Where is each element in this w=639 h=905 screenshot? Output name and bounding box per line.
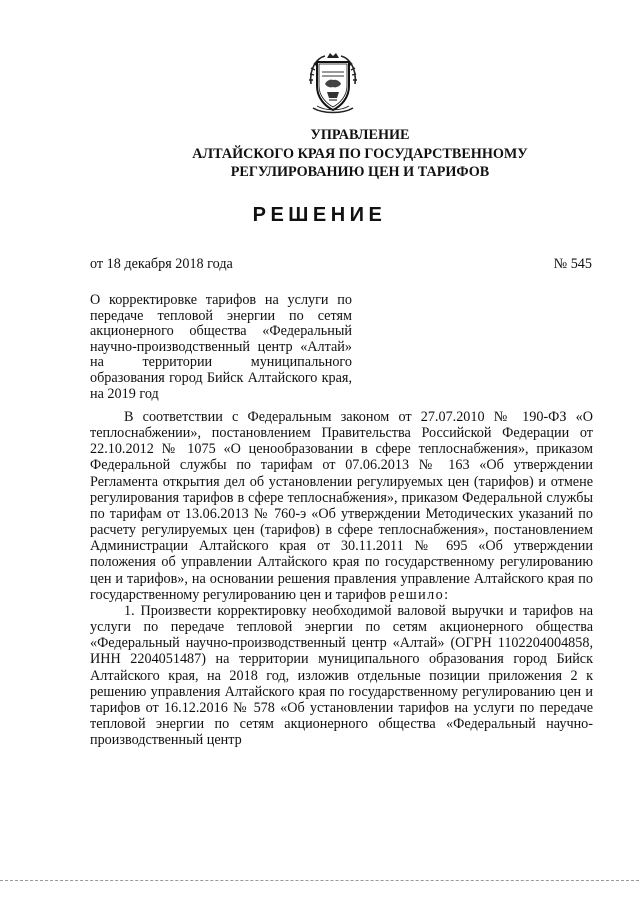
authority-line-1: УПРАВЛЕНИЕ — [310, 127, 410, 143]
document-title: РЕШЕНИЕ — [252, 204, 387, 226]
preamble-text: В соответствии с Федеральным законом от 27.07.2010 № 190-ФЗ «О теплоснабжении», постановлением Правительства Российской Федерации от 22.10.2012 № 1075 «О ценообразовании в сфере теплоснабжения», приказом Федеральной службы по тарифам от 07.06.2013 № 163 «Об утверждении Регламента открытия дел об установлении регулируемых цен (тарифов) и отмене регулирования тарифов в сфере теплоснабжения», приказом Федеральной службы по тарифам от 13.06.2013 № 760-э «Об утверждении Методических указаний по расчету регулируемых цен (тарифов) в сфере теплоснабжения», постановлением Администрации Алтайского края от 30.11.2011 № 695 «Об утверждении положения об управлении Алтайского края по государственному регулированию цен и тарифов», на основании решения правления управление Алтайского края по государственному регулированию цен и тарифов — [90, 409, 593, 603]
authority-line-3: РЕГУЛИРОВАНИЮ ЦЕН И ТАРИФОВ — [230, 164, 490, 180]
coat-of-arms-icon — [303, 50, 363, 116]
document-subject: О корректировке тарифов на услуги по передаче тепловой энергии по сетям акционерного общества «Федеральный научно-производственный центр «Алтай» на территории муниципального образования город Бийск Алтайского края, на 2019 год — [90, 292, 352, 402]
page-bottom-divider — [0, 880, 639, 881]
authority-line-2: АЛТАЙСКОГО КРАЯ ПО ГОСУДАРСТВЕННОМУ — [192, 145, 528, 162]
document-number: № 545 — [553, 256, 592, 272]
decided-keyword: решило: — [389, 586, 450, 603]
preamble-paragraph — [90, 409, 593, 603]
clause-1-paragraph: 1. Произвести корректировку необходимой валовой выручки и тарифов на услуги по передаче тепловой энергии по сетям акционерного общества «Федеральный научно-производственный центр «Алтай» (ОГРН 1102204004858, ИНН 2204051487) на территории муниципального образования город Бийск Алтайского края, на 2018 год, изложив отдельные позиции приложения 2 к решению управления Алтайского края по государственному регулированию цен и тарифов от 16.12.2016 № 578 «Об установлении тарифов на услуги по передаче тепловой энергии по сетям акционерного общества «Федеральный научно-производственный центр — [90, 602, 593, 749]
document-date: от 18 декабря 2018 года — [90, 256, 233, 272]
issuing-authority — [80, 126, 639, 182]
document-body — [90, 409, 593, 748]
